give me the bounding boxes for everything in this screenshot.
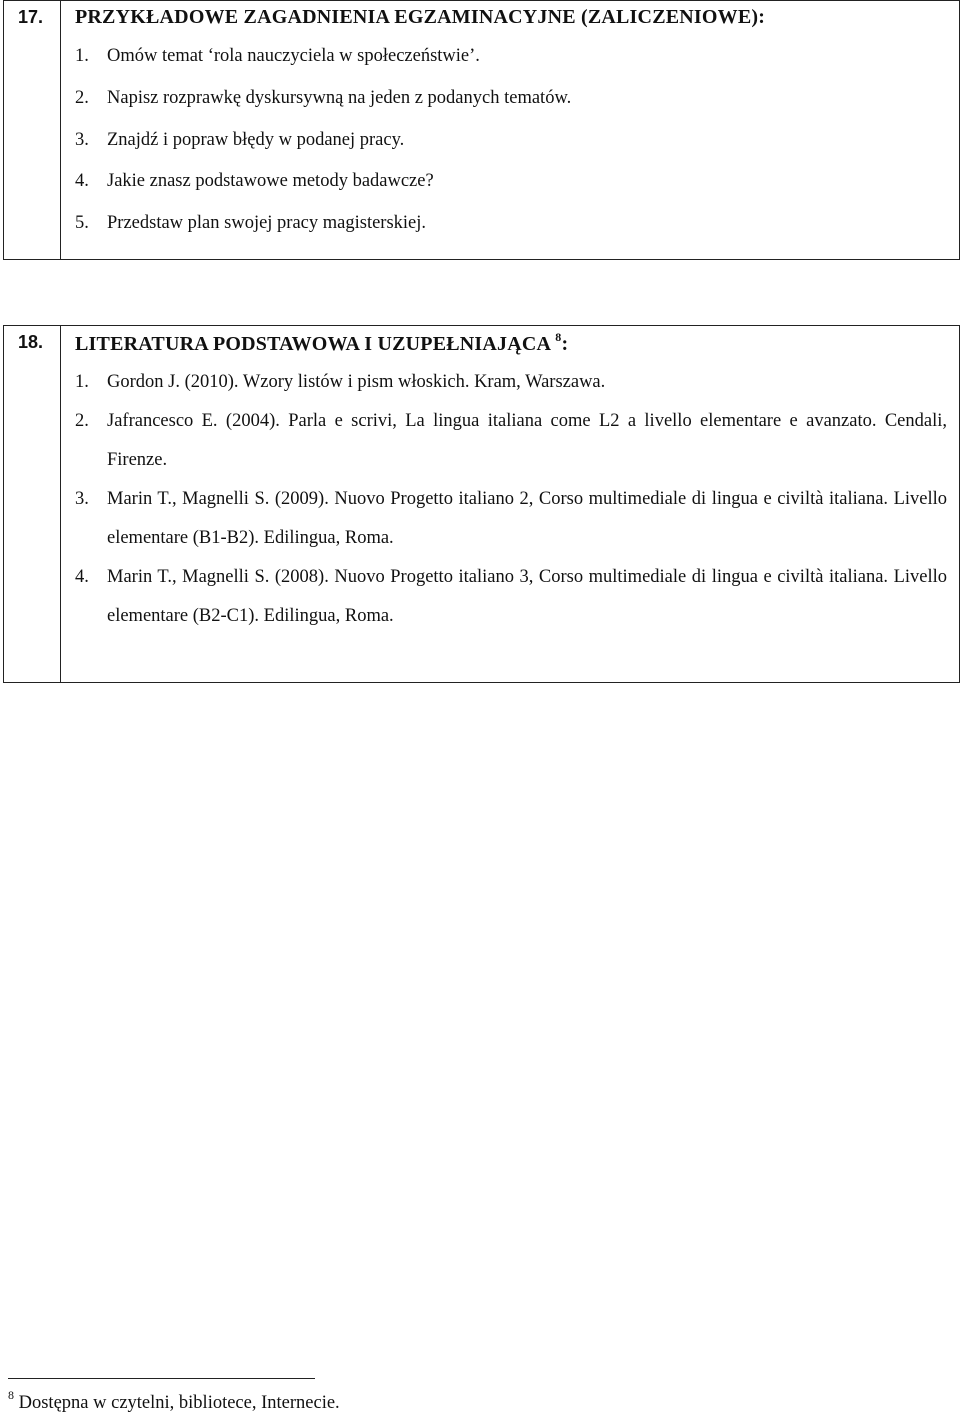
list-item: 4. Marin T., Magnelli S. (2008). Nuovo Progetto italiano 3, Corso multimediale di lingua e civiltà italiana. Livello elementare (B2-C1). Edilingua, Roma. xyxy=(75,567,947,626)
section-17-list xyxy=(75,46,945,255)
section-17-number: 17. xyxy=(18,7,44,27)
section-17-number-cell xyxy=(4,1,61,260)
section-18-content xyxy=(61,326,960,683)
list-item: 1. Omów temat ‘rola nauczyciela w społeczeństwie’. xyxy=(75,46,480,66)
list-item: 2. Napisz rozprawkę dyskursywną na jeden z podanych tematów. xyxy=(75,88,572,108)
list-item: 1. Gordon J. (2010). Wzory listów i pism włoskich. Kram, Warszawa. xyxy=(75,372,606,392)
footnote-reference[interactable]: 8 xyxy=(555,330,562,344)
list-item: 3. Marin T., Magnelli S. (2009). Nuovo Progetto italiano 2, Corso multimediale di lingua e civiltà italiana. Livello elementare (B1-B2). Edilingua, Roma. xyxy=(75,489,947,548)
section-18-table xyxy=(3,325,960,683)
footnote xyxy=(8,1388,340,1414)
list-item: 4. Jakie znasz podstawowe metody badawcze? xyxy=(75,171,434,191)
footnote-divider xyxy=(8,1378,315,1379)
list-item: 5. Przedstaw plan swojej pracy magisterskiej. xyxy=(75,213,427,233)
section-17-content xyxy=(61,1,960,260)
footnote-text: Dostępna w czytelni, bibliotece, Internecie. xyxy=(18,1393,340,1413)
footnote-mark: 8 xyxy=(8,1388,14,1402)
section-18-number-cell xyxy=(4,326,61,683)
list-item: 2. Jafrancesco E. (2004). Parla e scrivi, La lingua italiana come L2 a livello elementare e avanzato. Cendali, Firenze. xyxy=(75,411,947,470)
section-18-title: LITERATURA PODSTAWOWA I UZUPEŁNIAJĄCA $^8$: xyxy=(75,330,569,355)
section-18-list xyxy=(75,363,959,636)
section-17-table xyxy=(3,0,960,260)
list-item: 3. Znajdź i popraw błędy w podanej pracy. xyxy=(75,130,405,150)
section-17-title: PRZYKŁADOWE ZAGADNIENIA EGZAMINACYJNE (ZALICZENIOWE): xyxy=(75,6,766,28)
section-18-number: 18. xyxy=(18,332,44,352)
